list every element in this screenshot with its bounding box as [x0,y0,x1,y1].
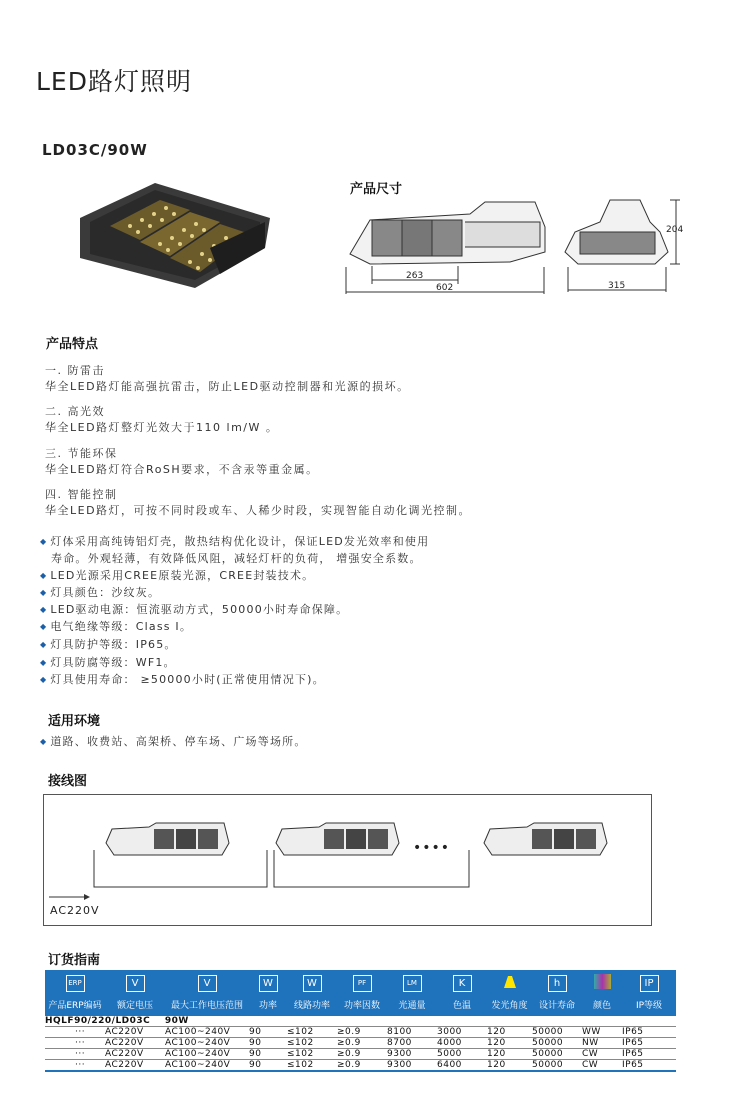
col-header: 颜色 [592,1001,611,1011]
table-row: ··· AC220V AC100~240V 90 ≤102 ≥0.9 9300 5000 120 50000 CW IP65 [45,1049,676,1060]
feature-title: 一. 防雷击 [45,364,105,377]
spec-item: ◆ LED驱动电源：恒流驱动方式，50000小时寿命保障。 [40,603,349,616]
bullet-icon: ◆ [40,675,48,684]
page-title: LED路灯照明 [36,67,192,96]
beam-angle-icon [503,975,517,989]
col-header: 发光角度 [491,1001,528,1011]
col-header: IP等级 [635,1001,663,1011]
spec-item: 寿命。外观轻薄，有效降低风阻，减轻灯杆的负荷， 增强安全系数。 [51,552,422,565]
spec-item: ◆ LED光源采用CREE原装光源，CREE封装技术。 [40,569,315,582]
wiring-svg [44,795,650,923]
col-header: 功率因数 [343,1001,380,1011]
bullet-icon: ◆ [40,737,48,746]
table-row: ··· AC220V AC100~240V 90 ≤102 ≥0.9 8700 4000 120 50000 NW IP65 [45,1038,676,1049]
dim-602: 602 [436,283,454,293]
dim-263: 263 [406,271,424,281]
features-heading: 产品特点 [46,337,99,352]
feature-text: 华全LED路灯能高强抗雷击，防止LED驱动控制器和光源的损坏。 [45,380,410,393]
icon-power-factor: PF [337,970,387,996]
icon-color [582,970,622,996]
environment-text: ◆ 道路、收费站、高架桥、停车场、广场等场所。 [40,735,307,748]
icon-ip: IP [622,970,676,996]
dimensions-heading: 产品尺寸 [350,182,403,197]
front-view-drawing [560,192,690,296]
feature-text: 华全LED路灯符合RoSH要求，不含汞等重金属。 [45,463,319,476]
feature-title: 三. 节能环保 [45,447,118,460]
spec-item: ◆ 灯具颜色：沙纹灰。 [40,586,161,599]
spec-item: ◆ 灯具使用寿命： ≥50000小时(正常使用情况下)。 [40,673,325,686]
spec-item: ◆ 灯具防腐等级：WF1。 [40,656,176,669]
product-photo [60,178,270,298]
col-header: 功率 [258,1001,277,1011]
lamp-1 [106,823,229,855]
dim-315: 315 [608,281,626,291]
bullet-icon: ◆ [40,537,48,546]
col-header: 最大工作电压范围 [170,1001,243,1011]
spec-item: ◆ 灯体采用高纯铸铝灯壳，散热结构优化设计，保证LED发光效率和使用 [40,535,430,548]
order-table [45,970,676,1072]
icon-lifespan: h [532,970,582,996]
table-row: ··· AC220V AC100~240V 90 ≤102 ≥0.9 9300 6400 120 50000 CW IP65 [45,1060,676,1072]
bullet-icon: ◆ [40,658,48,667]
continuation-dots: •••• [413,840,451,856]
model-number: LD03C/90W [42,141,148,159]
icon-erp: ERP [45,970,105,996]
side-view-drawing [340,192,550,300]
col-header: 光通量 [398,1001,426,1011]
dim-204: 204 [666,225,684,235]
col-header: 色温 [452,1001,471,1011]
feature-text: 华全LED路灯，可按不同时段或车、人稀少时段，实现智能自动化调光控制。 [45,504,472,517]
bullet-icon: ◆ [40,622,48,631]
lamp-3 [484,823,607,855]
environment-heading: 适用环境 [48,714,101,729]
bullet-icon: ◆ [40,571,48,580]
col-header: 设计寿命 [538,1001,575,1011]
icon-power: W [249,970,287,996]
feature-title: 四. 智能控制 [45,488,118,501]
feature-text: 华全LED路灯整灯光效大于110 lm/W 。 [45,421,279,434]
icon-voltage-range: V [165,970,249,996]
bullet-icon: ◆ [40,640,48,649]
icon-beam-angle [487,970,532,996]
icon-line-power: W [287,970,337,996]
col-header: 额定电压 [116,1001,153,1011]
icon-kelvin: K [437,970,487,996]
table-row: ··· AC220V AC100~240V 90 ≤102 ≥0.9 8100 3000 120 50000 WW IP65 [45,1027,676,1038]
lamp-2 [276,823,399,855]
bullet-icon: ◆ [40,588,48,597]
order-heading: 订货指南 [48,953,101,968]
spec-item: ◆ 电气绝缘等级：Class Ⅰ。 [40,620,193,633]
col-header: 产品ERP编码 [48,1001,102,1011]
power-label: AC220V [50,904,100,917]
wiring-heading: 接线图 [48,774,88,789]
feature-title: 二. 高光效 [45,405,105,418]
group-label: HQLF90/220/LD03C 90W [45,1016,676,1027]
spec-item: ◆ 灯具防护等级：IP65。 [40,638,177,651]
bullet-icon: ◆ [40,605,48,614]
icon-voltage: V [105,970,165,996]
col-header: 线路功率 [293,1001,330,1011]
icon-lumen: LM [387,970,437,996]
